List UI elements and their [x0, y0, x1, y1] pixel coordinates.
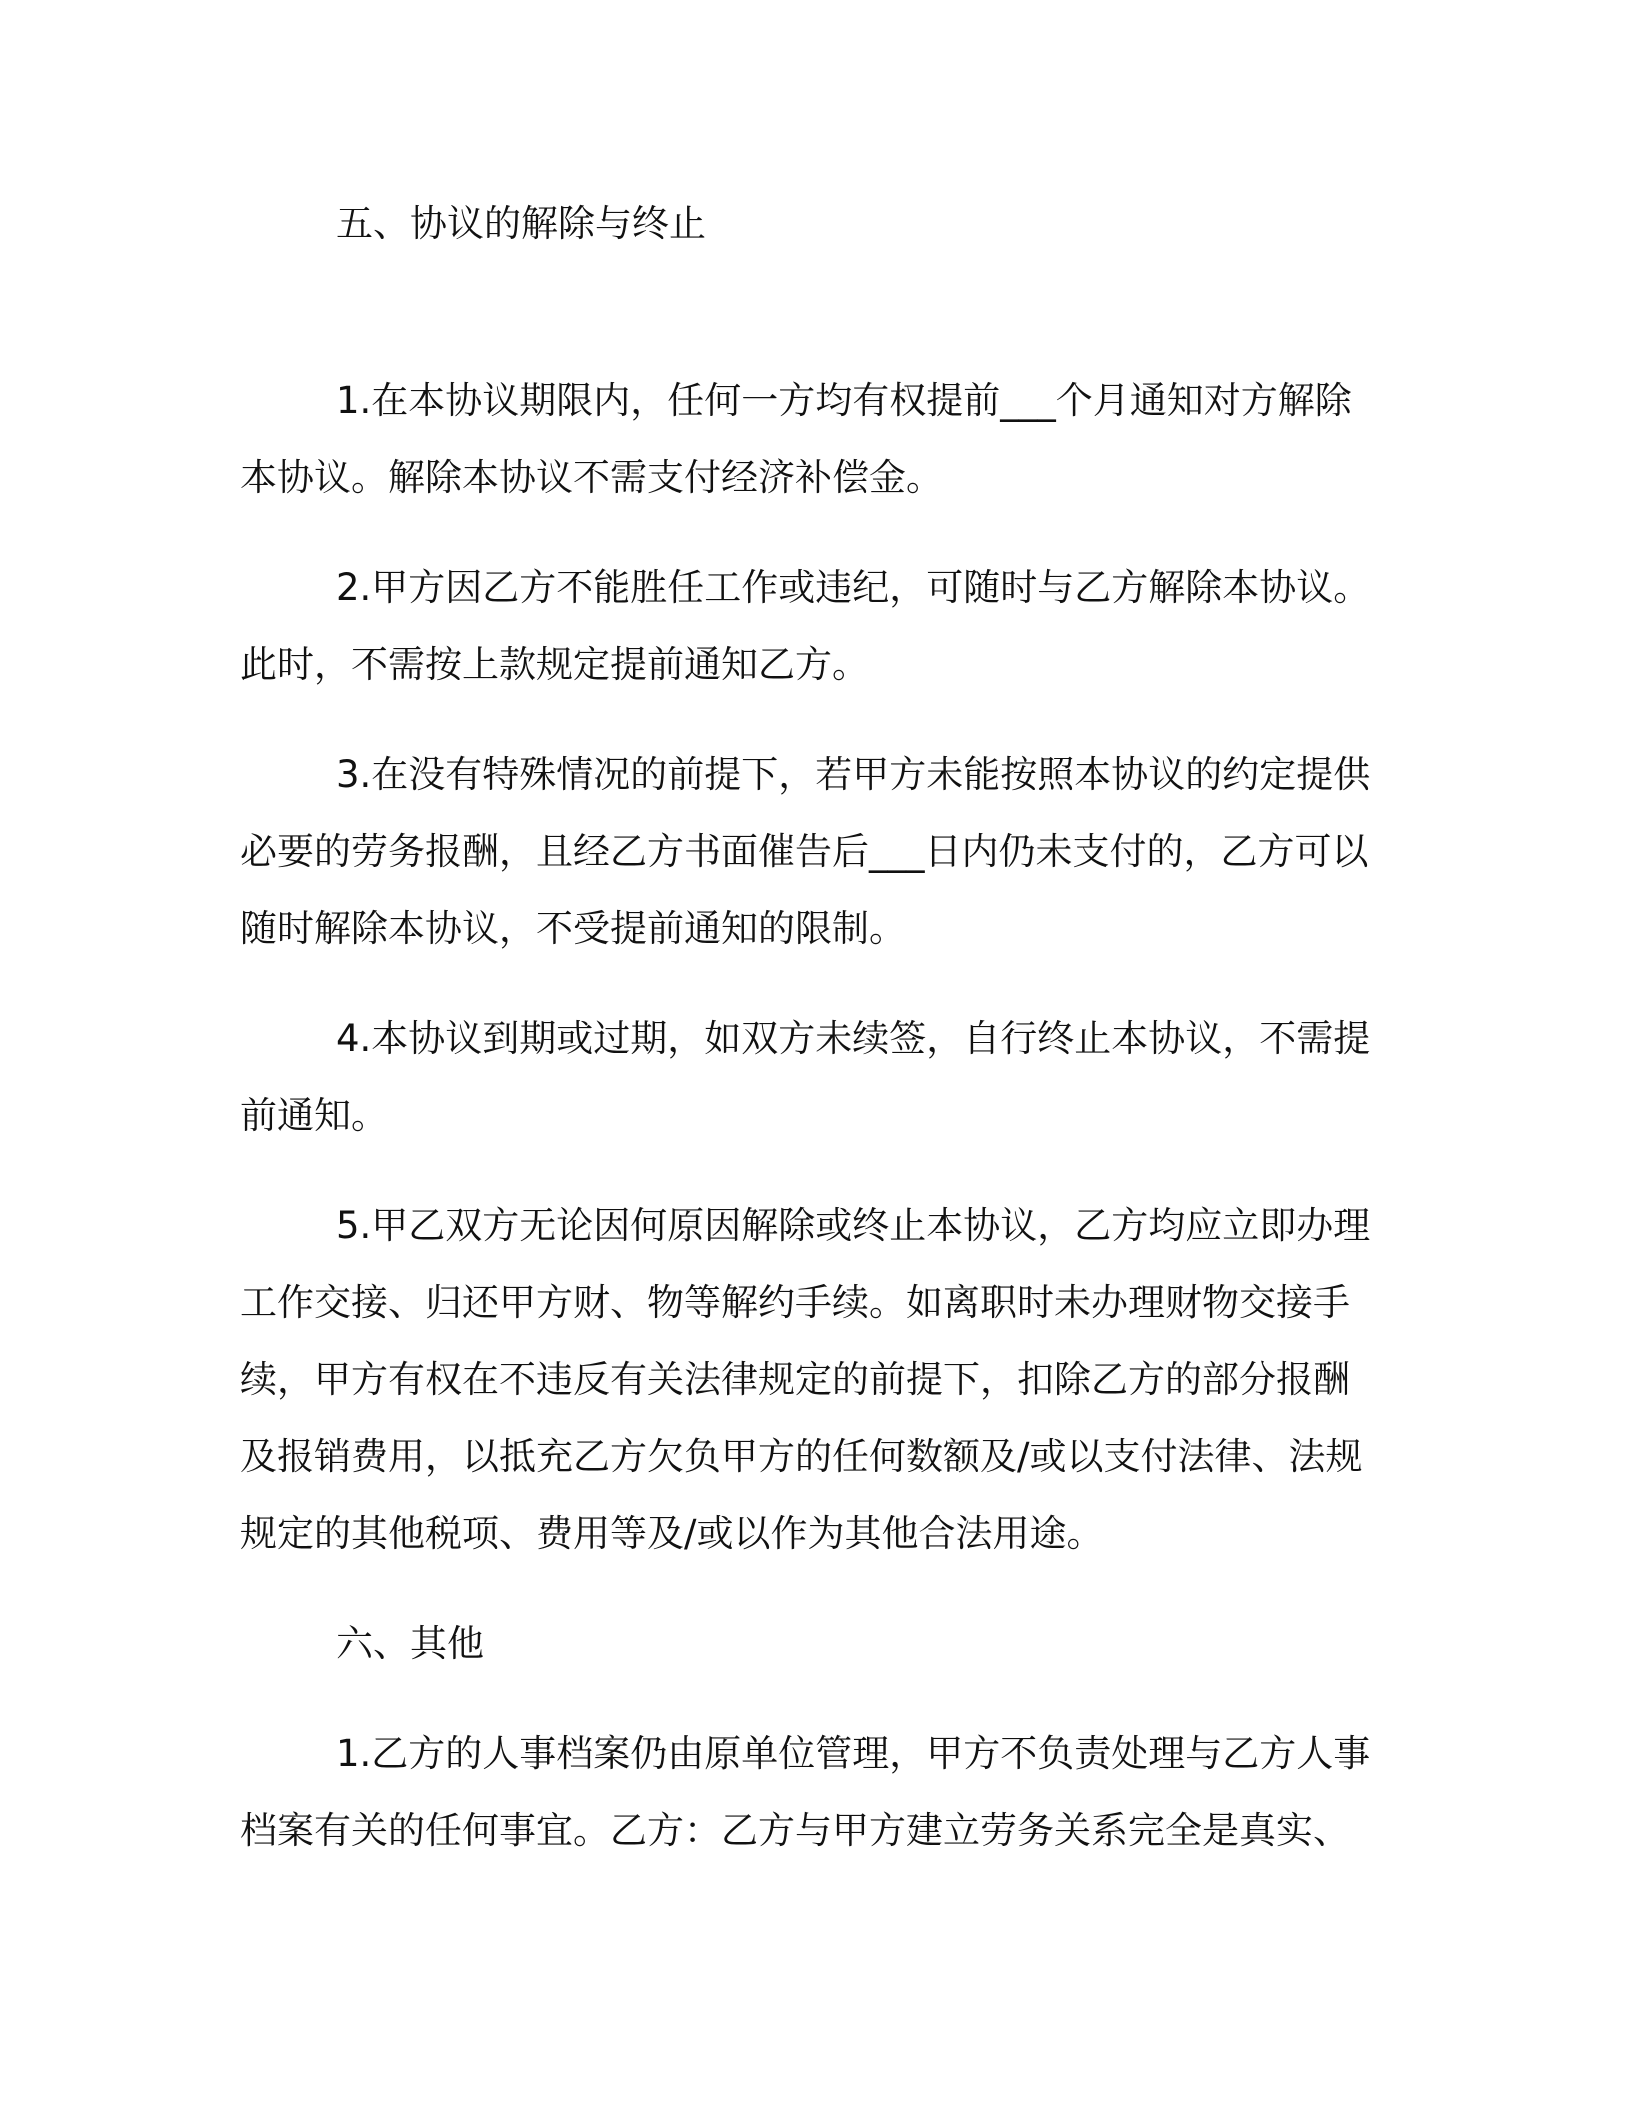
document-page — [240, 185, 1390, 1869]
clause-line: 工作交接、归还甲方财、物等解约手续。如离职时未办理财物交接手 — [240, 1281, 1350, 1324]
section-5-heading: 五、协议的解除与终止 — [336, 202, 706, 245]
clause-line: 1.乙方的人事档案仍由原单位管理，甲方不负责处理与乙方人事 — [336, 1732, 1371, 1775]
clause-6-1 — [240, 1715, 1390, 1869]
clause-5-1 — [240, 362, 1390, 516]
clause-line: 2.甲方因乙方不能胜任工作或违纪，可随时与乙方解除本协议。 — [336, 566, 1371, 609]
clause-line: 规定的其他税项、费用等及/或以作为其他合法用途。 — [240, 1512, 1104, 1555]
clause-line: 前通知。 — [240, 1094, 388, 1137]
clause-5-2 — [240, 549, 1390, 703]
clause-5-4 — [240, 1000, 1390, 1154]
clause-line: 必要的劳务报酬，且经乙方书面催告后___日内仍未支付的，乙方可以 — [240, 830, 1369, 873]
clause-line: 5.甲乙双方无论因何原因解除或终止本协议，乙方均应立即办理 — [336, 1204, 1371, 1247]
clause-line: 4.本协议到期或过期，如双方未续签，自行终止本协议，不需提 — [336, 1017, 1371, 1060]
clause-5-3 — [240, 736, 1390, 967]
clause-line: 及报销费用，以抵充乙方欠负甲方的任何数额及/或以支付法律、法规 — [240, 1435, 1363, 1478]
clause-line: 续，甲方有权在不违反有关法律规定的前提下，扣除乙方的部分报酬 — [240, 1358, 1350, 1401]
clause-line: 此时，不需按上款规定提前通知乙方。 — [240, 643, 869, 686]
clause-line: 随时解除本协议，不受提前通知的限制。 — [240, 907, 906, 950]
clause-line: 本协议。解除本协议不需支付经济补偿金。 — [240, 456, 943, 499]
clause-line: 档案有关的任何事宜。乙方：乙方与甲方建立劳务关系完全是真实、 — [240, 1809, 1350, 1852]
section-6-heading: 六、其他 — [336, 1622, 484, 1665]
clause-5-5 — [240, 1187, 1390, 1572]
clause-line: 1.在本协议期限内，任何一方均有权提前___个月通知对方解除 — [336, 379, 1352, 422]
clause-line: 3.在没有特殊情况的前提下，若甲方未能按照本协议的约定提供 — [336, 753, 1371, 796]
